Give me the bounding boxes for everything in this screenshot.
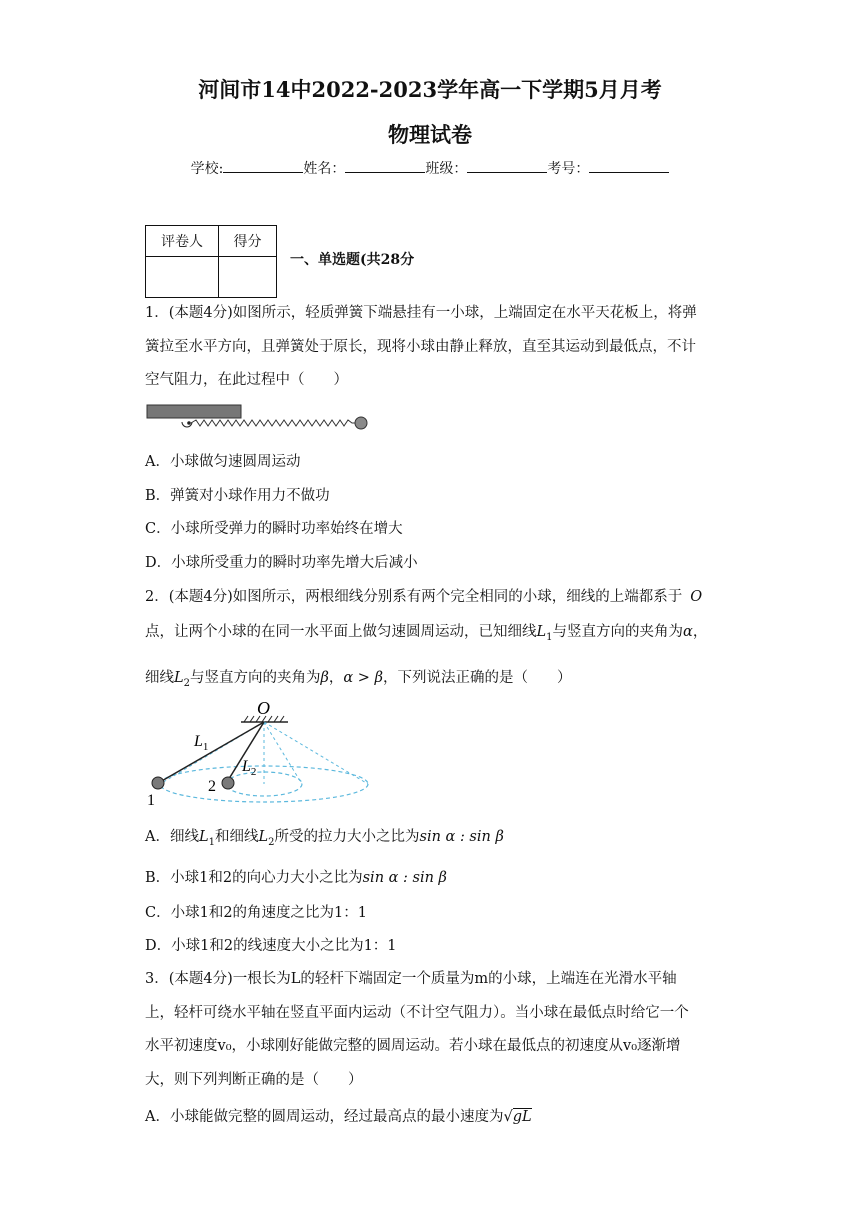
q2-option-b-text: B．小球1和2的向心力大小之比为 [145,870,363,886]
grader-header: 评卷人 [146,226,219,257]
q1-option-c: C．小球所受弹力的瞬时功率始终在增大 [145,521,403,537]
school-label: 学校: [190,161,224,177]
q2-l1-subscript: 1 [546,631,553,643]
q1-option-a: A．小球做匀速圆周运动 [145,454,301,470]
q2-option-a [145,825,504,848]
q2-line3-comma: ， [328,670,344,686]
q2-line3-text-c: ，下列说法正确的是（ ） [382,670,572,686]
q2-line1-text: 2．(本题4分)如图所示，两根细线分别系有两个完全相同的小球，细线的上端都系于 [145,589,683,605]
q2-option-b [145,866,447,887]
q3-stem-line3: 水平初速度v₀，小球刚好能做完整的圆周运动。若小球在最低点的初速度从v₀逐渐增 [145,1038,681,1054]
q2-option-c: C．小球1和2的角速度之比为1：1 [145,905,367,921]
school-blank [223,160,303,173]
q2-option-a-l1-sub: 1 [208,836,215,848]
q2-alpha-symbol: α [683,624,693,640]
ball-2 [222,777,234,789]
q2-stem-line3 [145,666,571,689]
q3-option-a-text: A．小球能做完整的圆周运动，经过最高点的最小速度为 [145,1109,504,1125]
exam-number-label: 考号： [547,161,590,177]
label-ball-2: 2 [208,778,216,795]
q2-stem-line1 [145,585,702,606]
name-blank [345,160,425,173]
q2-option-a-text-3: 所受的拉力大小之比为 [274,829,420,845]
grader-cell [146,257,219,298]
q2-conical-pendulum-figure [144,698,374,810]
q2-stem-line2 [145,620,707,643]
exam-number-blank [589,160,669,173]
q2-l1-symbol: L [536,624,547,640]
class-blank [467,160,547,173]
inner-cone-right-edge [264,722,302,784]
q2-beta-symbol: β [320,670,329,686]
q1-stem-line2: 簧拉至水平方向，且弹簧处于原长，现将小球由静止释放，直至其运动到最低点，不计 [145,339,696,355]
q2-option-b-ratio: sin α : sin β [362,870,447,886]
q2-option-d: D．小球1和2的线速度大小之比为1：1 [145,938,397,954]
q2-option-a-l2-sub: 2 [268,836,275,848]
exam-title: 河间市14中2022-2023学年高一下学期5月月考 [198,77,662,102]
ceiling-bar [147,405,241,418]
q2-line2-text-a: 点，让两个小球的在同一水平面上做匀速圆周运动，已知细线 [145,624,537,640]
q2-option-a-ratio: sin α : sin β [419,829,504,845]
exam-subtitle: 物理试卷 [388,122,472,147]
pivot-point [187,421,191,425]
q3-stem-line1: 3．(本题4分)一根长为L的轻杆下端固定一个质量为m的小球，上端连在光滑水平轴 [145,971,677,987]
q2-inequality: α > β [343,670,383,686]
section-heading: 一、单选题(共28分 [290,252,415,268]
label-l2: $L_2$ [242,758,257,778]
ball [355,417,367,429]
score-cell [219,257,277,298]
q3-stem-line2: 上，轻杆可绕水平轴在竖直平面内运动（不计空气阻力）。当小球在最低点时给它一个 [145,1005,689,1021]
ball-1 [152,777,164,789]
q2-option-a-text-2: 和细线 [215,829,259,845]
q1-spring-figure [144,402,374,432]
q3-option-a-expr: gL [512,1109,532,1125]
student-info-line [0,158,860,178]
q2-option-a-text-1: A．细线 [145,829,199,845]
q2-option-a-l2: L [258,829,269,845]
score-header: 得分 [219,226,277,257]
q2-l2-subscript: 2 [183,677,191,689]
spring [191,420,356,426]
label-ball-1: 1 [147,792,155,809]
label-o: O [257,698,270,718]
name-label: 姓名： [303,161,346,177]
q3-option-a [145,1105,532,1126]
label-l1: $L_1$ [194,733,209,753]
score-table [145,225,277,298]
q2-line2-text-b: 与竖直方向的夹角为 [552,624,684,640]
q2-option-a-l1: L [198,829,209,845]
q1-stem-line3: 空气阻力，在此过程中（ ） [145,372,348,388]
class-label: 班级： [425,161,468,177]
q2-line3-text-a: 细线 [145,670,174,686]
q2-point-o: O [690,589,703,605]
q1-option-d: D．小球所受重力的瞬时功率先增大后减小 [145,555,418,571]
q1-option-b: B．弹簧对小球作用力不做功 [145,488,330,504]
sqrt-symbol: √ [503,1109,513,1125]
q2-line3-text-b: 与竖直方向的夹角为 [190,670,321,686]
q1-stem-line1: 1．(本题4分)如图所示，轻质弹簧下端悬挂有一小球，上端固定在水平天花板上，将弹 [145,305,697,321]
q2-l2-symbol: L [174,670,184,686]
q2-line2-comma: ， [692,624,708,640]
q3-stem-line4: 大，则下列判断正确的是（ ） [145,1072,363,1088]
